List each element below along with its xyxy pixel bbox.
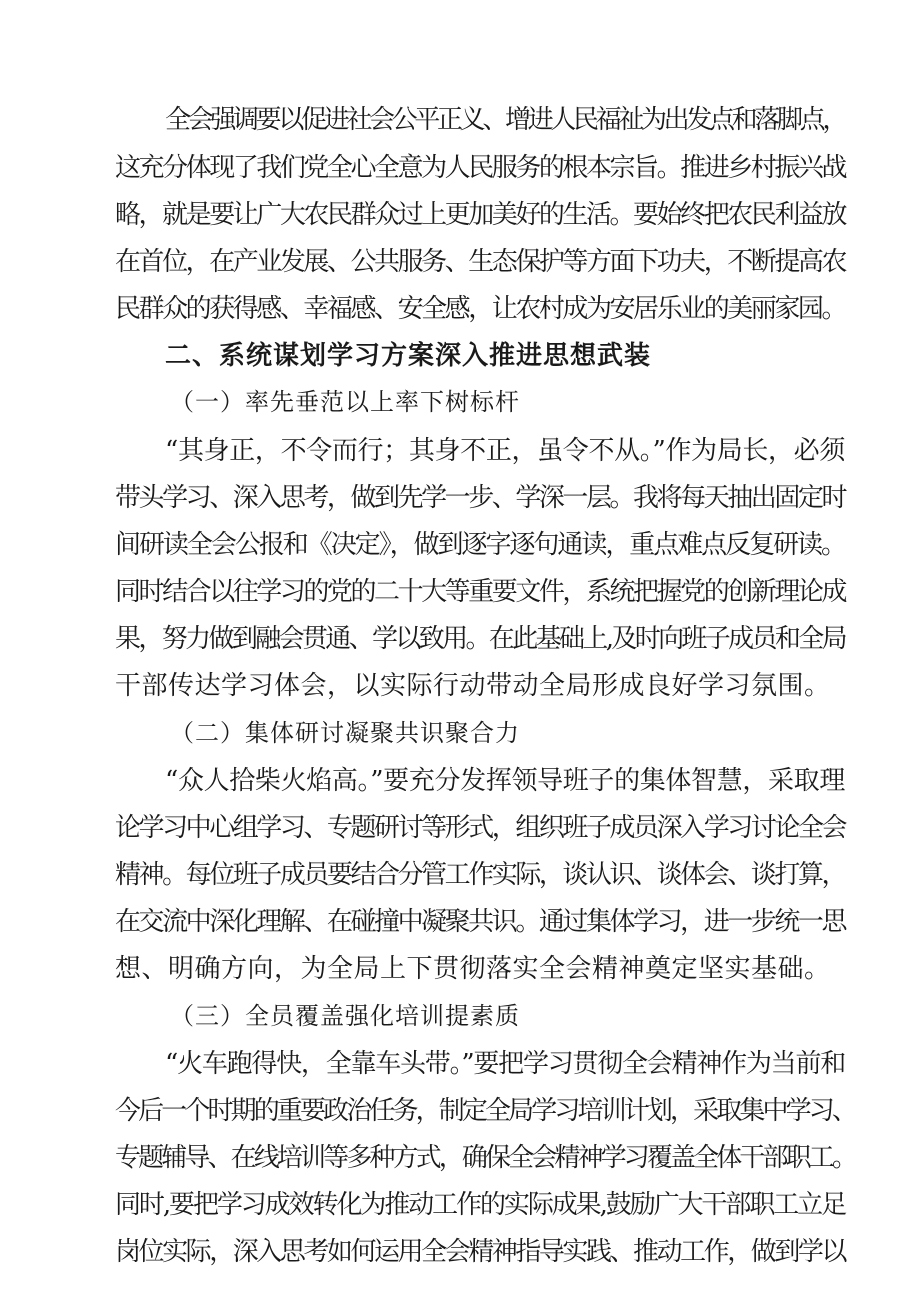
paragraph-1-line-5: 民群众的获得感、幸福感、安全感，让农村成为安居乐业的美丽家园。 [115,294,845,324]
paragraph-1-line-1: 全会强调要以促进社会公平正义、增进人民福祉为出发点和落脚点， [165,105,845,135]
section-2-heading: 二、系统谋划学习方案深入推进思想武装 [165,341,652,371]
paragraph-4-line-3: 专题辅导、在线培训等多种方式，确保全会精神学习覆盖全体干部职工。 [115,1143,855,1173]
paragraph-4-line-4: 同时,要把学习成效转化为推动工作的实际成果,鼓励广大干部职工立足 [115,1190,845,1220]
paragraph-2-line-6: 干部传达学习体会，以实际行动带动全局形成良好学习氛围。 [115,671,831,701]
paragraph-3-line-2: 论学习中心组学习、专题研讨等形式，组织班子成员深入学习讨论全会 [115,813,845,843]
paragraph-4-line-2: 今后一个时期的重要政治任务，制定全局学习培训计划，采取集中学习、 [115,1096,855,1126]
subsection-1-heading: （一）率先垂范以上率下树标杆 [170,388,520,416]
paragraph-1-line-4: 在首位，在产业发展、公共服务、生态保护等方面下功夫，不断提高农 [115,247,845,277]
paragraph-4-line-1: “火车跑得快，全靠车头带。”要把学习贯彻全会精神作为当前和 [165,1049,845,1079]
paragraph-1-line-3: 略，就是要让广大农民群众过上更加美好的生活。要始终把农民利益放 [115,200,845,230]
paragraph-3-line-3: 精神。每位班子成员要结合分管工作实际，谈认识、谈体会、谈打算， [115,860,845,890]
paragraph-2-line-2: 带头学习、深入思考，做到先学一步、学深一层。我将每天抽出固定时 [115,483,845,513]
paragraph-2-line-5: 果，努力做到融会贯通、学以致用。在此基础上,及时向班子成员和全局 [115,624,845,654]
paragraph-3-line-5: 想、明确方向，为全局上下贯彻落实全会精神奠定坚实基础。 [115,954,831,984]
paragraph-1-line-2: 这充分体现了我们党全心全意为人民服务的根本宗旨。推进乡村振兴战 [115,153,845,183]
paragraph-2-line-3: 间研读全会公报和《决定》，做到逐字逐句通读，重点难点反复研读。 [115,530,845,560]
paragraph-3-line-1: “众人拾柴火焰高。”要充分发挥领导班子的集体智慧，采取理 [165,766,845,796]
subsection-3-heading: （三）全员覆盖强化培训提素质 [170,1002,520,1030]
paragraph-2-line-4: 同时结合以往学习的党的二十大等重要文件，系统把握党的创新理论成 [115,577,845,607]
paragraph-4-line-5: 岗位实际，深入思考如何运用全会精神指导实践、推动工作，做到学以 [115,1237,845,1267]
paragraph-3-line-4: 在交流中深化理解、在碰撞中凝聚共识。通过集体学习，进一步统一思 [115,907,845,937]
subsection-2-heading: （二）集体研讨凝聚共识聚合力 [170,719,520,747]
paragraph-2-line-1: “其身正，不令而行；其身不正，虽令不从。”作为局长，必须 [165,436,845,466]
